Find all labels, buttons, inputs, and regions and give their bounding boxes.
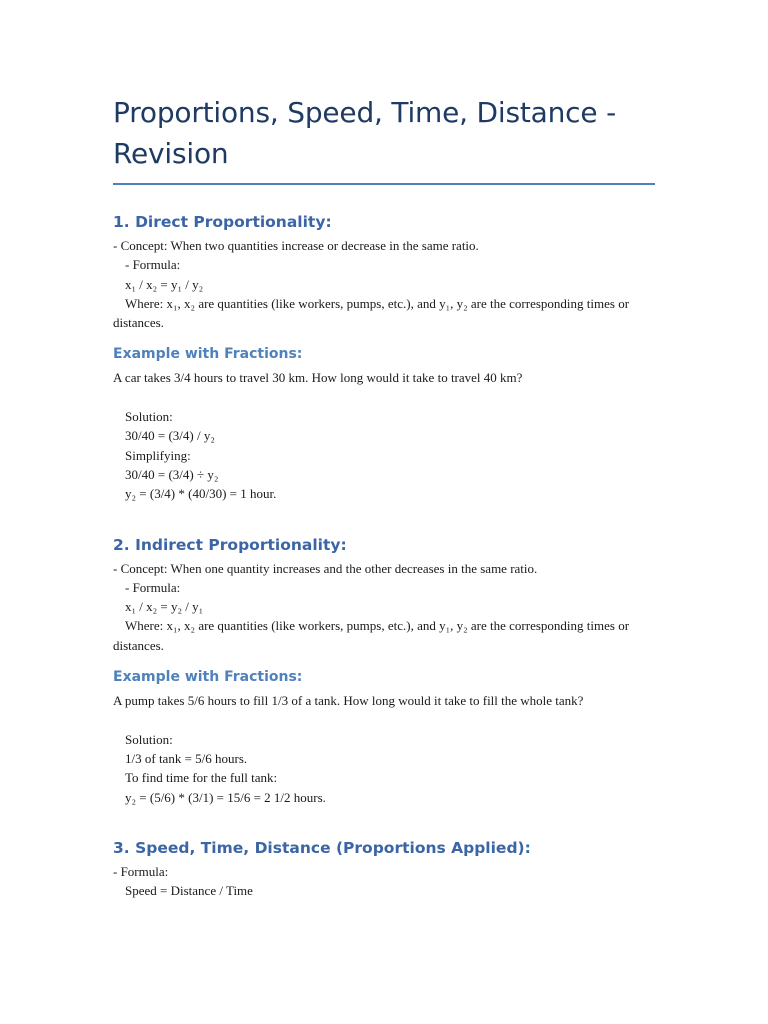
example-question: A pump takes 5/6 hours to fill 1/3 of a tank. How long would it take to fill the whole tank? [113,693,584,709]
solution-line: 30/40 = (3/4) ÷ y₂ [125,466,219,482]
section-heading: 2. Indirect Proportionality: [113,535,347,554]
formula-label: - Formula: [125,257,181,273]
solution-line: Solution: [125,409,173,425]
document-page [113,92,655,900]
page-title: Proportions, Speed, Time, Distance - Revision [113,92,655,185]
formula-label: - Formula: [113,863,169,879]
example-heading: Example with Fractions: [113,669,303,686]
section-heading: 1. Direct Proportionality: [113,213,332,231]
solution-line: Solution: [125,731,173,747]
formula-text: x₁ / x₂ = y₂ / y₁ [125,599,204,615]
example-heading: Example with Fractions: [113,346,303,363]
example-question: A car takes 3/4 hours to travel 30 km. How long would it take to travel 40 km? [113,370,523,386]
solution-line: 1/3 of tank = 5/6 hours. [125,750,248,766]
section-speed-time-distance [113,837,655,901]
solution-line: 30/40 = (3/4) / y₂ [125,428,215,444]
concept-text: - Concept: When one quantity increases and the other decreases in the same ratio. [113,560,538,576]
section-direct-proportionality [113,211,655,504]
where-text: Where: x₁, x₂ are quantities (like workers, pumps, etc.), and y₁, y₂ are the corresponding times or distances. [113,618,633,653]
solution-line: y₂ = (3/4) * (40/30) = 1 hour. [125,486,277,502]
where-text: Where: x₁, x₂ are quantities (like workers, pumps, etc.), and y₁, y₂ are the corresponding times or distances. [113,295,633,331]
formula-label: - Formula: [125,579,181,595]
formula-text: x₁ / x₂ = y₁ / y₂ [125,276,204,292]
solution-line: y₂ = (5/6) * (3/1) = 15/6 = 2 1/2 hours. [125,789,326,805]
section-indirect-proportionality [113,534,655,807]
formula-text: Speed = Distance / Time [125,883,253,899]
section-heading: 3. Speed, Time, Distance (Proportions Applied): [113,838,531,857]
solution-line: Simplifying: [125,447,191,463]
concept-text: - Concept: When two quantities increase or decrease in the same ratio. [113,238,479,253]
solution-line: To find time for the full tank: [125,770,278,786]
